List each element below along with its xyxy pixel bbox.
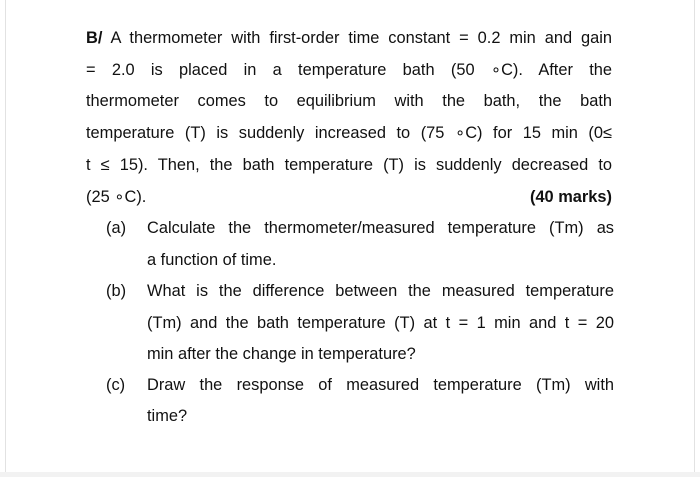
part-c-label: (c) xyxy=(106,376,126,394)
question-text-line: = 2.0 is placed in a temperature bath (50 ∘C). After the xyxy=(86,61,612,79)
question-line-6 xyxy=(86,187,612,207)
part-c-line-1: Draw the response of measured temperature (Tm) with xyxy=(147,376,614,394)
question-text-line: A thermometer with first-order time constant = 0.2 min and gain xyxy=(110,29,612,47)
question-line-5 xyxy=(86,155,612,175)
question-line-4 xyxy=(86,123,612,143)
part-b-label: (b) xyxy=(106,282,127,300)
question-label: B/ xyxy=(86,29,103,47)
question-line-3 xyxy=(86,91,612,111)
question-line-1 xyxy=(86,28,612,48)
question-text-line: (25 ∘C). xyxy=(86,188,147,206)
part-a-line-1: Calculate the thermometer/measured temperature (Tm) as xyxy=(147,219,614,237)
part-b-line-3: min after the change in temperature? xyxy=(147,345,416,363)
marks-label: (40 marks) xyxy=(529,188,612,206)
part-a-line-2: a function of time. xyxy=(147,251,277,269)
part-b-line-2: (Tm) and the bath temperature (T) at t = 1 min and t = 20 xyxy=(147,314,614,332)
part-b-line-1: What is the difference between the measured temperature xyxy=(147,282,614,300)
question-text-line: t ≤ 15). Then, the bath temperature (T) is suddenly decreased to xyxy=(86,156,612,174)
question-text-line: thermometer comes to equilibrium with the bath, the bath xyxy=(86,92,612,110)
question-text-line: temperature (T) is suddenly increased to (75 ∘C) for 15 min (0≤ xyxy=(86,124,612,142)
question-line-2 xyxy=(86,60,612,80)
part-a-label: (a) xyxy=(106,219,127,237)
part-c-line-2: time? xyxy=(147,407,188,425)
